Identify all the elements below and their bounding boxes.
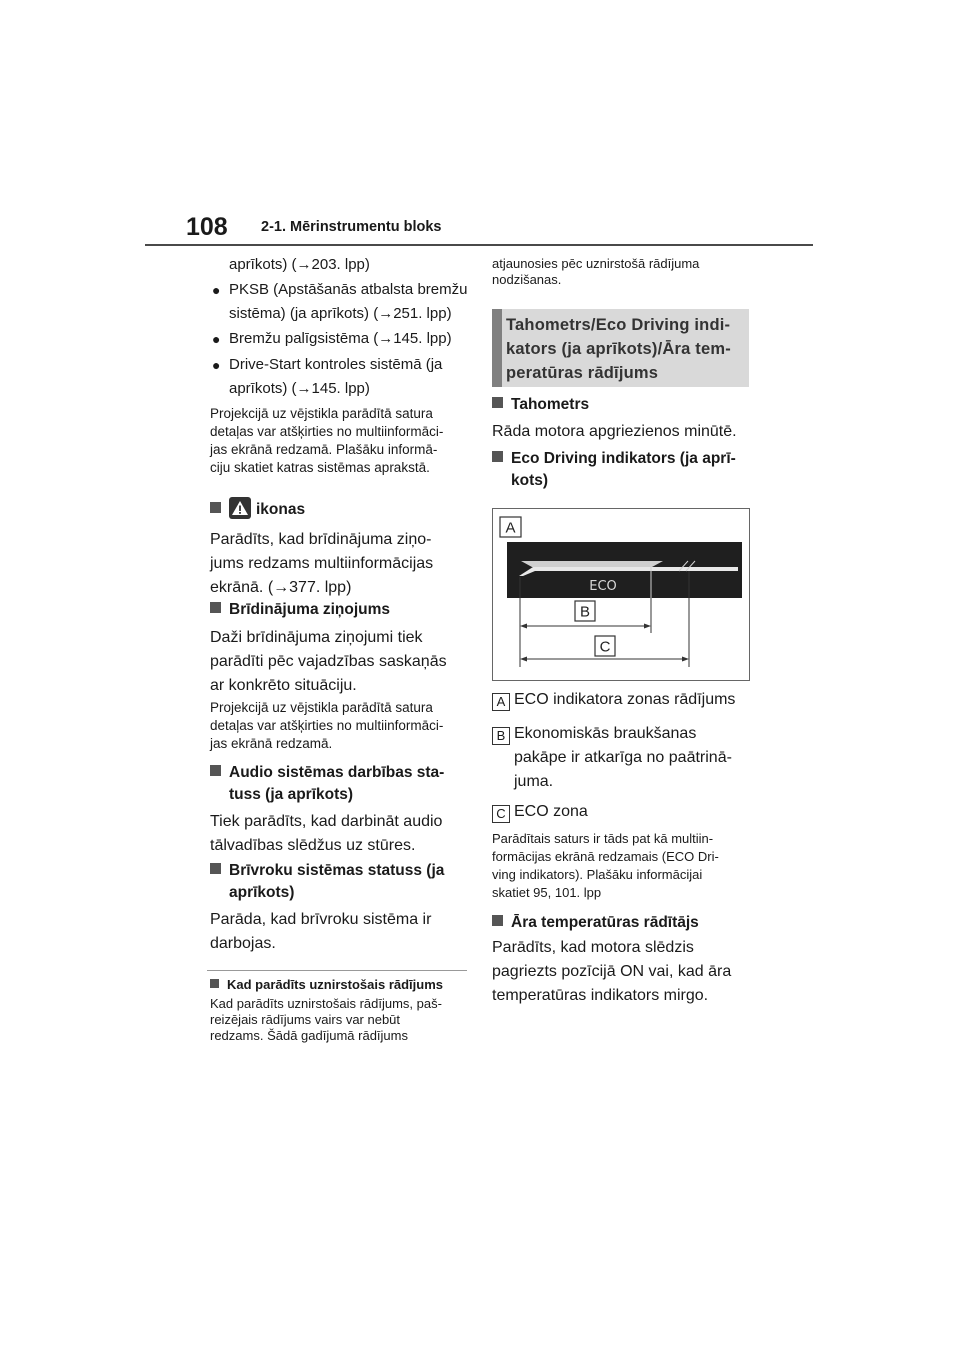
warning-heading: Brīdinājuma ziņojums bbox=[210, 599, 390, 621]
bullet-item: ● PKSB (Apstāšanās atbalsta bremžu sistēma) (ja aprīkots) (→251. lpp) bbox=[229, 278, 467, 326]
warning-triangle-icon bbox=[229, 497, 251, 519]
temperature-description: Parādīts, kad motora slēdzis pagriezts pozīcijā ON vai, kad āra temperatūras indikators mirgo. bbox=[492, 939, 732, 1004]
label-b: B bbox=[579, 603, 591, 621]
warning-description: Daži brīdinājuma ziņojumi tiek parādīti pēc vajadzības saskaņās ar konkrēto situāciju. bbox=[210, 629, 447, 694]
eco-heading: Eco Driving indikators (ja aprī- kots) bbox=[492, 448, 736, 492]
bullet-dot-icon: ● bbox=[212, 331, 221, 347]
icon-heading: ikonas bbox=[210, 497, 305, 521]
interrupt-heading: Kad parādīts uznirstošais rādījums bbox=[210, 977, 443, 992]
bullet-item: ● Bremžu palīgsistēma (→145. lpp) bbox=[229, 327, 452, 351]
eco-label: ECO bbox=[589, 579, 617, 594]
header-divider bbox=[145, 244, 813, 246]
bullet-dot-icon: ● bbox=[212, 282, 221, 298]
bullet-item: ● Drive-Start kontroles sistēmā (ja aprīkots) (→145. lpp) bbox=[229, 353, 442, 401]
legend-key-b: B bbox=[492, 727, 510, 745]
heading-marker-icon bbox=[210, 979, 219, 988]
audio-heading: Audio sistēmas darbības sta- tuss (ja aprīkots) bbox=[210, 762, 444, 806]
section-title: Tahometrs/Eco Driving indi- kators (ja aprīkots)/Āra tem- peratūras rādījums bbox=[506, 316, 731, 382]
icon-description: Parādīts, kad brīdinājuma ziņo- jums redzams multiinformācijas ekrānā. (→377. lpp) bbox=[210, 531, 434, 596]
legend-item-a: A ECO indikatora zonas rādījums bbox=[492, 688, 735, 712]
tachometer-heading: Tahometrs bbox=[492, 394, 589, 416]
heading-marker-icon bbox=[492, 915, 503, 926]
audio-description: Tiek parādīts, kad darbināt audio tālvadības slēdžus uz stūres. bbox=[210, 813, 443, 854]
info-divider bbox=[207, 970, 467, 971]
indicator-bar-top bbox=[521, 561, 663, 567]
continued-text: atjaunosies pēc uznirstošā rādījuma nodzišanas. bbox=[492, 256, 700, 287]
label-c: C bbox=[599, 638, 611, 656]
handsfree-description: Parāda, kad brīvroku sistēma ir darbojas. bbox=[210, 911, 432, 952]
eco-indicator-diagram bbox=[493, 509, 749, 680]
legend-key-a: A bbox=[492, 693, 510, 711]
handsfree-heading: Brīvroku sistēmas statuss (ja aprīkots) bbox=[210, 860, 444, 904]
heading-marker-icon bbox=[492, 451, 503, 462]
tachometer-description: Rāda motora apgriezienos minūtē. bbox=[492, 423, 737, 440]
legend-item-b: B Ekonomiskās braukšanas pakāpe ir atkarīga no paātrinā- juma. bbox=[492, 722, 732, 794]
heading-marker-icon bbox=[210, 863, 221, 874]
note-paragraph: Projekcijā uz vējstikla parādītā satura detaļas var atšķirties no multiinformāci- jas ekrānā redzamā. Plašāku informā- ciju skatiet katras sistēmas aprakstā. bbox=[210, 406, 444, 475]
chapter-title: 2-1. Mērinstrumentu bloks bbox=[261, 219, 442, 235]
bullet-dot-icon: ● bbox=[212, 357, 221, 373]
legend-item-c: C ECO zona bbox=[492, 800, 588, 824]
page-number: 108 bbox=[186, 213, 228, 241]
continued-line: aprīkots) (→203. lpp) bbox=[229, 256, 370, 273]
eco-indicator-figure bbox=[492, 508, 750, 681]
heading-marker-icon bbox=[492, 397, 503, 408]
section-title-bar bbox=[492, 309, 502, 387]
legend-key-c: C bbox=[492, 805, 510, 823]
interrupt-description: Kad parādīts uznirstošais rādījums, paš- reizējais rādījums vairs var nebūt redzams. Šādā gadījumā rādījums bbox=[210, 996, 442, 1043]
heading-marker-icon bbox=[210, 502, 221, 513]
temperature-heading: Āra temperatūras rādītājs bbox=[492, 912, 699, 934]
note-paragraph: Projekcijā uz vējstikla parādītā satura detaļas var atšķirties no multiinformāci- jas ekrānā redzamā. bbox=[210, 700, 444, 751]
label-a: A bbox=[505, 519, 516, 537]
section-title-box bbox=[492, 309, 749, 387]
note-paragraph: Parādītais saturs ir tāds pat kā multiin- formācijas ekrānā redzamais (ECO Dri- ving indikators). Plašāku informācijai skatiet 95, 101. lpp bbox=[492, 831, 719, 900]
heading-marker-icon bbox=[210, 765, 221, 776]
heading-marker-icon bbox=[210, 602, 221, 613]
